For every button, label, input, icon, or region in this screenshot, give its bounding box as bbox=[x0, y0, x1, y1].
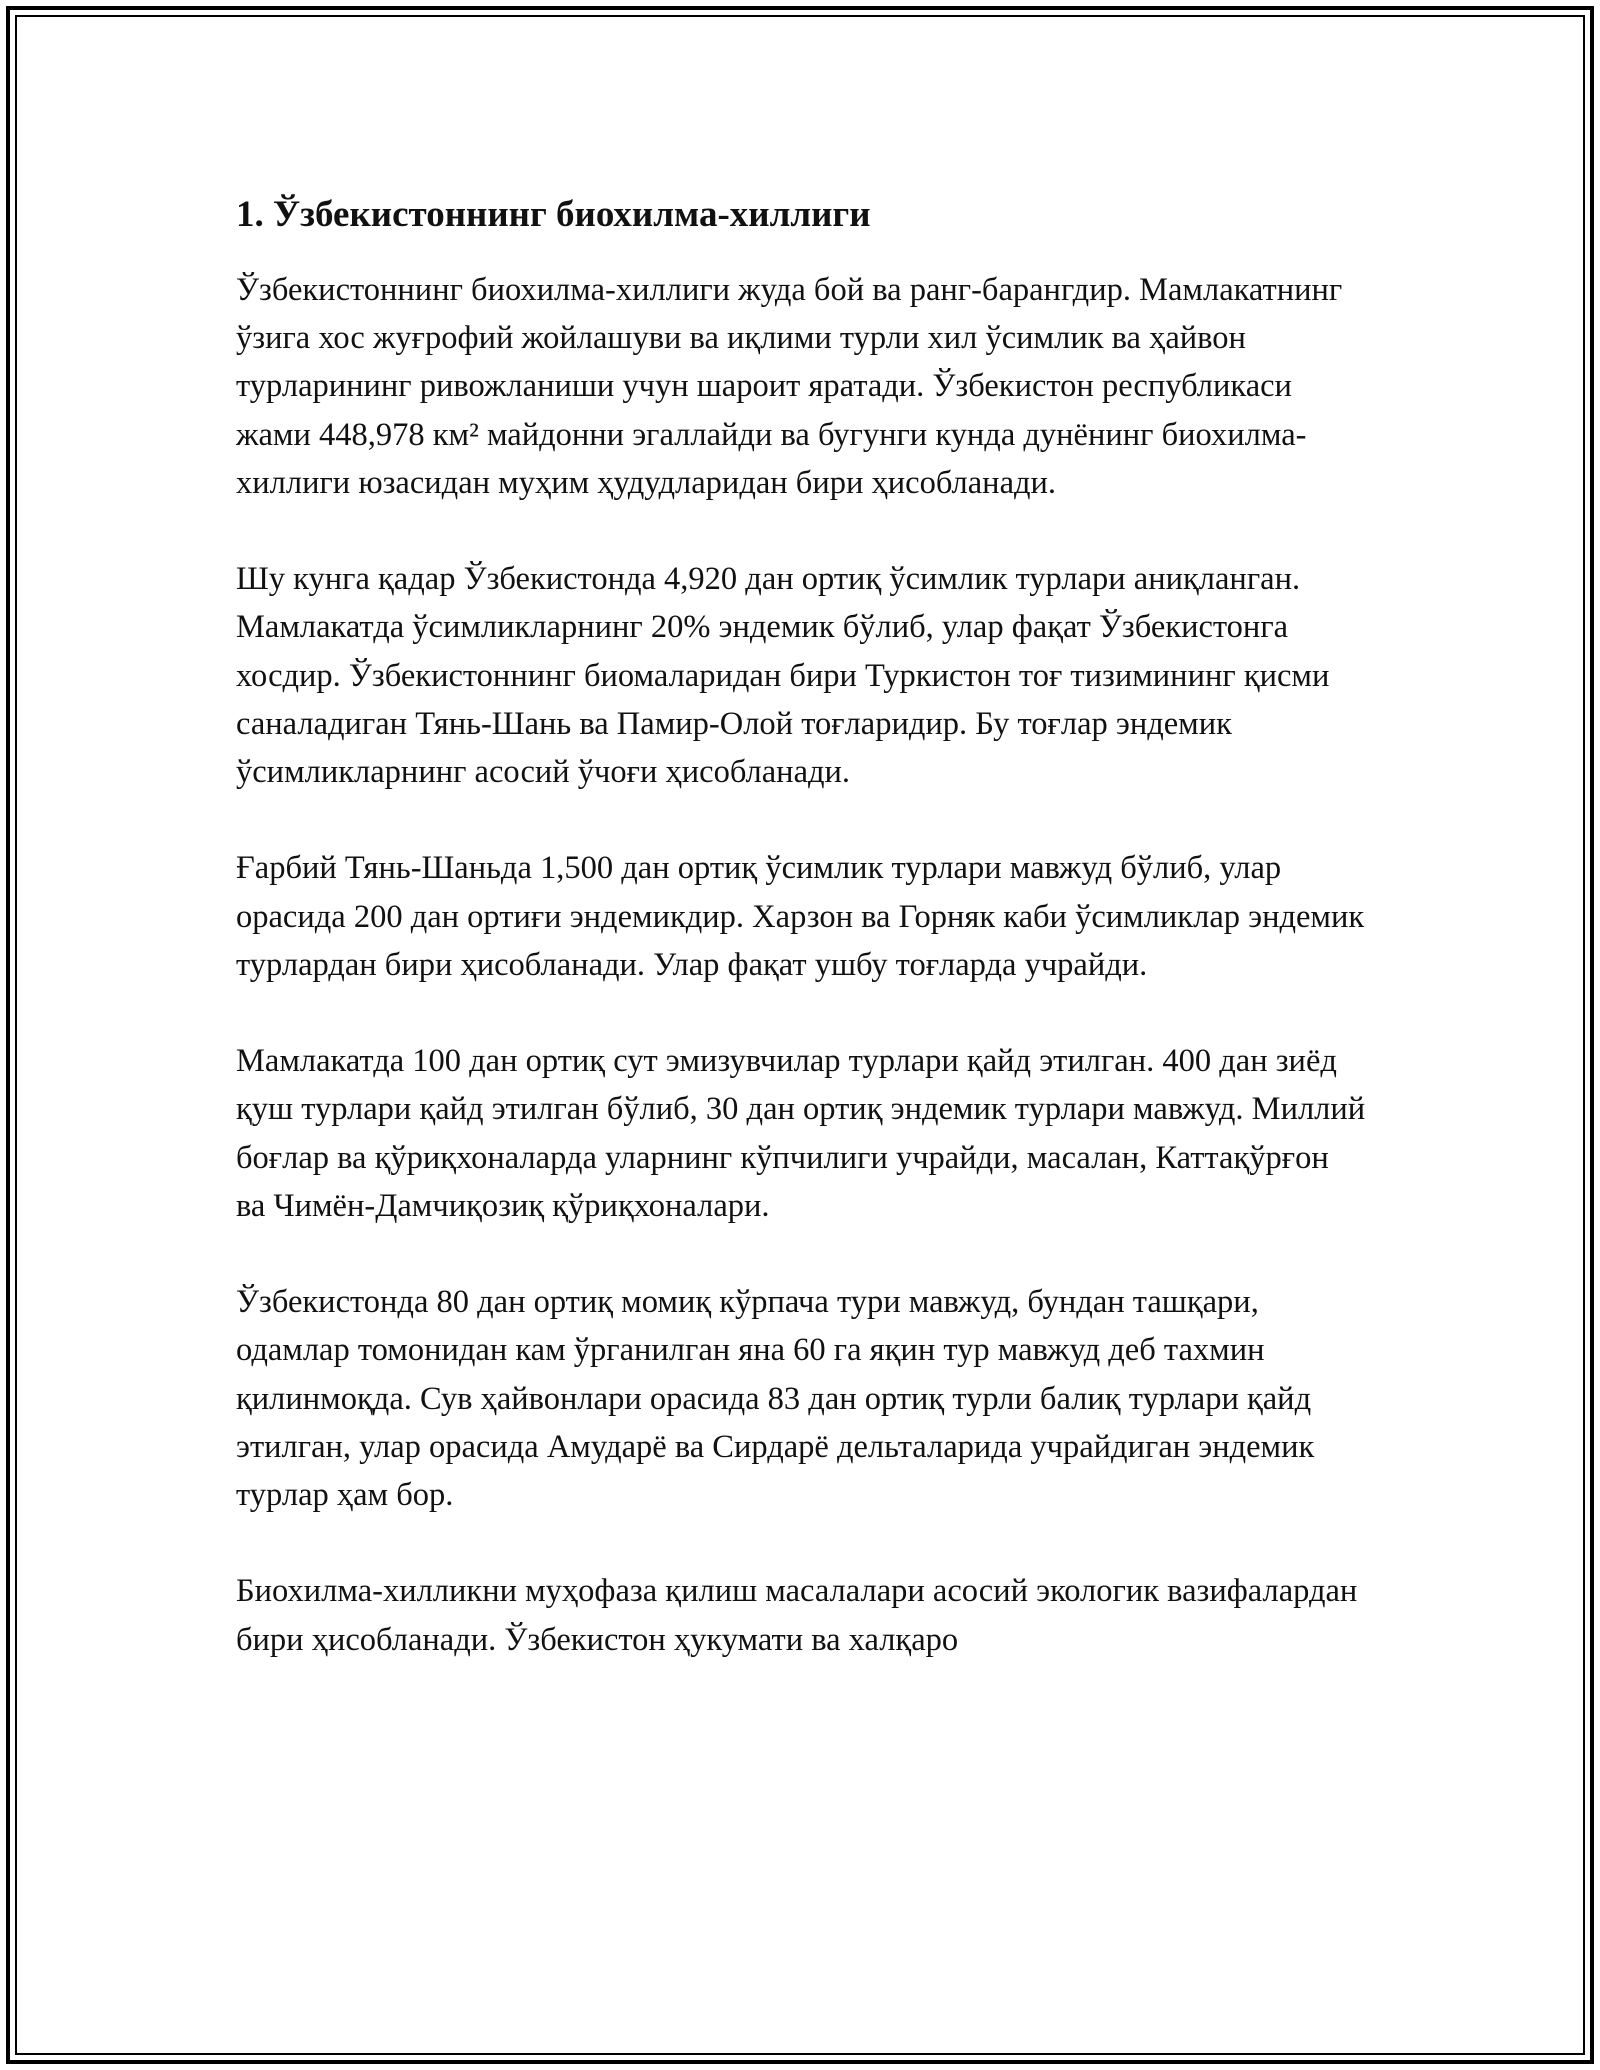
paragraph-5: Ўзбекистонда 80 дан ортиқ момиқ кўрпача тури мавжуд, бундан ташқари, одамлар томонидан кам ўрганилган яна 60 га яқин тур мавжуд деб тахмин қилинмоқда. Сув ҳайвонлари орасида 83 дан ортиқ турли балиқ турлари қайд этилган, улар орасида Амударё ва Сирдарё дельталарида учрайдиган эндемик турлар ҳам бор. bbox=[236, 1284, 1315, 1514]
paragraph-2: Шу кунга қадар Ўзбекистонда 4,920 дан ортиқ ўсимлик турлари аниқланган. Мамлакатда ўсимликларнинг 20% эндемик бўлиб, улар фақат Ўзбекистонга хосдир. Ўзбекистоннинг биомаларидан бири Туркистон тоғ тизимининг қисми саналадиган Тянь-Шань ва Памир-Олой тоғларидир. Бу тоғлар эндемик ўсимликларнинг асосий ўчоғи ҳисобланади. bbox=[236, 561, 1330, 791]
paragraph-1: Ўзбекистоннинг биохилма-хиллиги жуда бой ва ранг-барангдир. Мамлакатнинг ўзига хос жуғрофий жойлашуви ва иқлими турли хил ўсимлик ва ҳайвон турларининг ривожланиши учун шароит яратади. Ўзбекистон республикаси жами 448,978 км² майдонни эгаллайди ва бугунги кунда дунёнинг биохилма-хиллиги юзасидан муҳим ҳудудларидан бири ҳисобланади. bbox=[236, 272, 1343, 501]
paragraph-3: Ғарбий Тянь-Шаньда 1,500 дан ортиқ ўсимлик турлари мавжуд бўлиб, улар орасида 200 дан ортиғи эндемикдир. Харзон ва Горняк каби ўсимликлар эндемик турлардан бири ҳисобланади. Улар фақат ушбу тоғларда учрайди. bbox=[236, 850, 1365, 983]
paragraph-6: Биохилма-хилликни муҳофаза қилиш масалалари асосий экологик вазифалардан бири ҳисобланади. Ўзбекистон ҳукумати ва халқаро bbox=[236, 1573, 1358, 1658]
document-page bbox=[236, 186, 1366, 1664]
section-heading: 1. Ўзбекистоннинг биохилма-хиллиги bbox=[236, 194, 871, 235]
paragraph-4: Мамлакатда 100 дан ортиқ сут эмизувчилар турлари қайд этилган. 400 дан зиёд қуш турлари қайд этилган бўлиб, 30 дан ортиқ эндемик турлари мавжуд. Миллий боғлар ва қўриқхоналарда уларнинг кўпчилиги учрайди, масалан, Каттақўрғон ва Чимён-Дамчиқозиқ қўриқхоналари. bbox=[236, 1043, 1366, 1224]
